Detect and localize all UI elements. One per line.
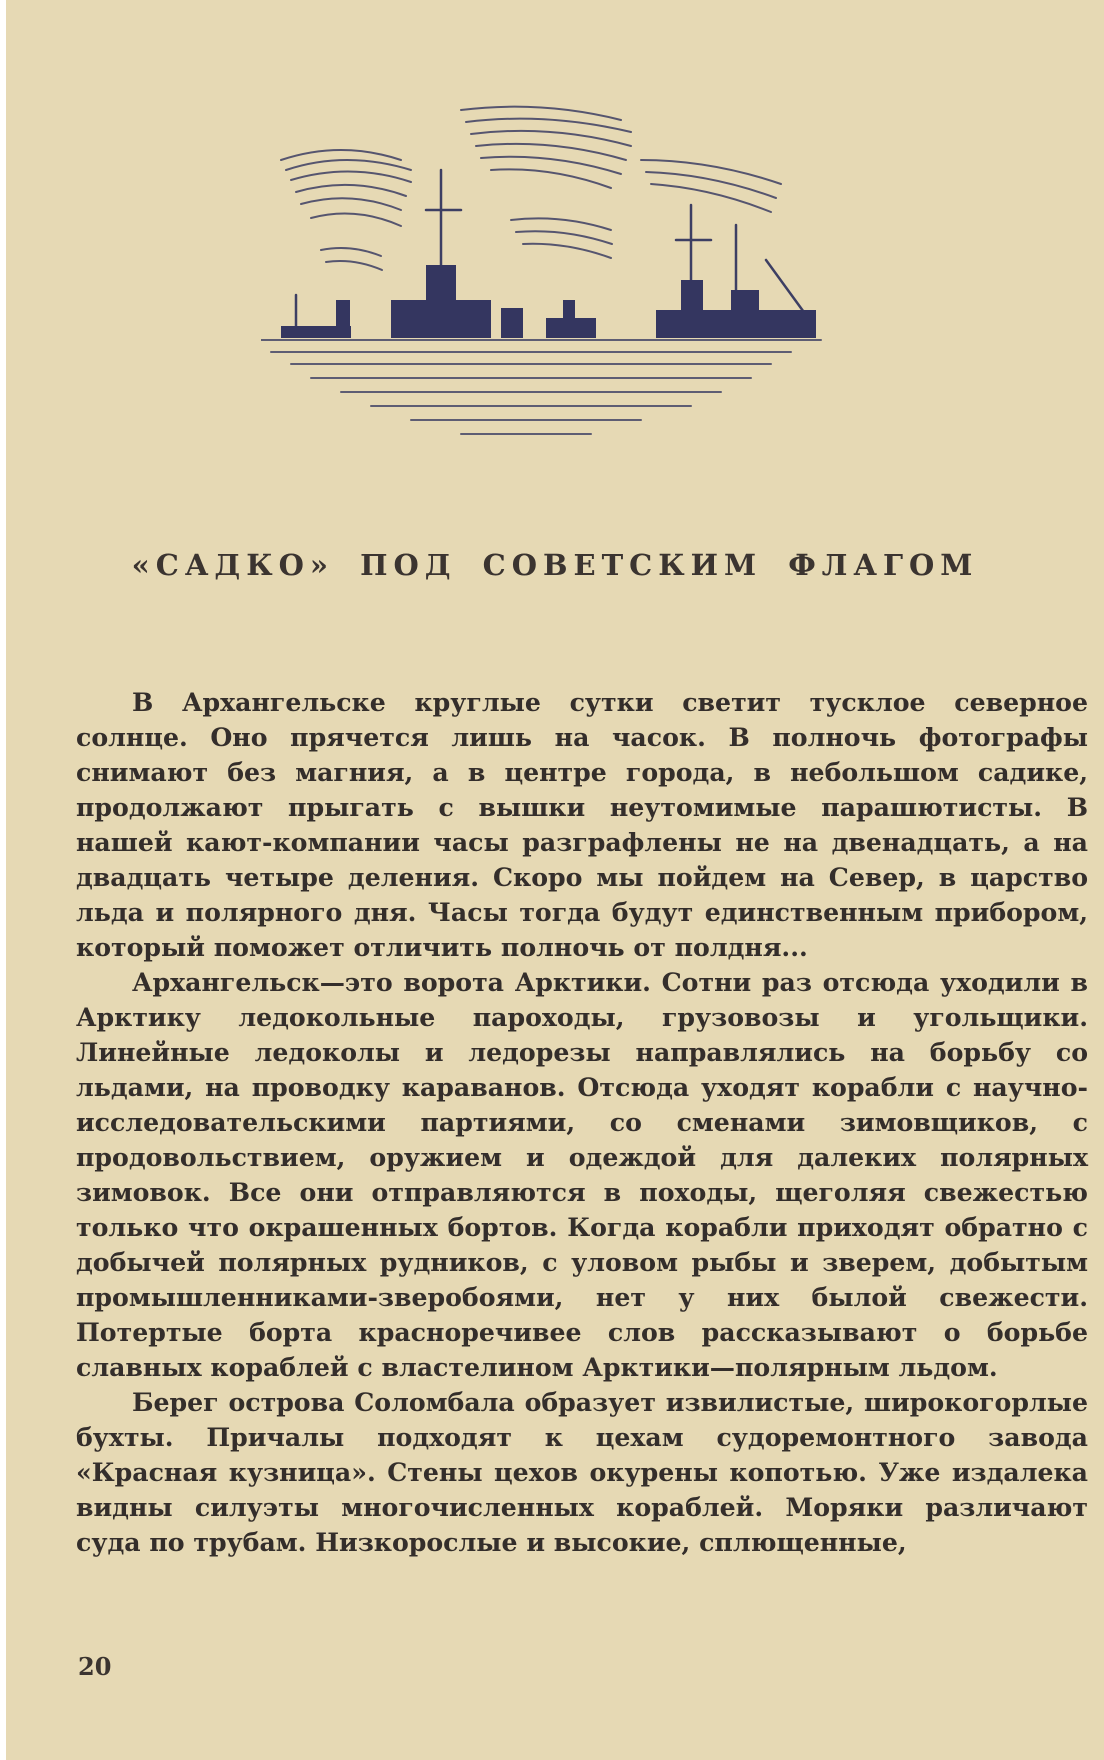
chapter-heading: «САДКО» ПОД СОВЕТСКИМ ФЛАГОМ	[131, 548, 979, 582]
paragraph: Архангельск—это ворота Арктики. Сотни раз отсюда уходили в Арктику ледокольные пароходы, грузовозы и угольщики. Линейные ледоколы и ледорезы направлялись на борьбу со льдами, на проводку караванов. Отсюда уходят корабли с научно-исследовательскими партиями, со сменами зимовщиков, с продовольствием, оружием и одеждой для далеких полярных зимовок. Все они отправляются в походы, щеголяя свежестью только что окрашенных бортов. Когда корабли приходят обратно с добычей полярных рудников, с уловом рыбы и зверем, добытым промышленниками-зверобоями, нет у них былой свежести. Потертые борта красноречивее слов рассказывают о борьбе славных кораблей с властелином Арктики—полярным льдом.	[76, 967, 1088, 1382]
body-text	[76, 685, 1088, 1560]
book-page	[6, 0, 1104, 1760]
ships-harbor-illustration	[261, 100, 911, 480]
paragraph: В Архангельске круглые сутки светит тусклое северное солнце. Оно прячется лишь на часок. В полночь фотографы снимают без магния, а в центре города, в небольшом садике, продолжают прыгать с вышки неутомимые парашютисты. В нашей кают-компании часы разграфлены не на двенадцать, а на двадцать четыре деления. Скоро мы пойдем на Север, в царство льда и полярного дня. Часы тогда будут единственным прибором, который поможет отличить полночь от полдня...	[76, 687, 1088, 962]
page-number: 20	[78, 1652, 112, 1681]
paragraph: Берег острова Соломбала образует извилистые, широкогорлые бухты. Причалы подходят к цехам судоремонтного завода «Красная кузница». Стены цехов окурены копотью. Уже издалека видны силуэты многочисленных кораблей. Моряки различают суда по трубам. Низкорослые и высокие, сплющенные,	[76, 1387, 1088, 1557]
